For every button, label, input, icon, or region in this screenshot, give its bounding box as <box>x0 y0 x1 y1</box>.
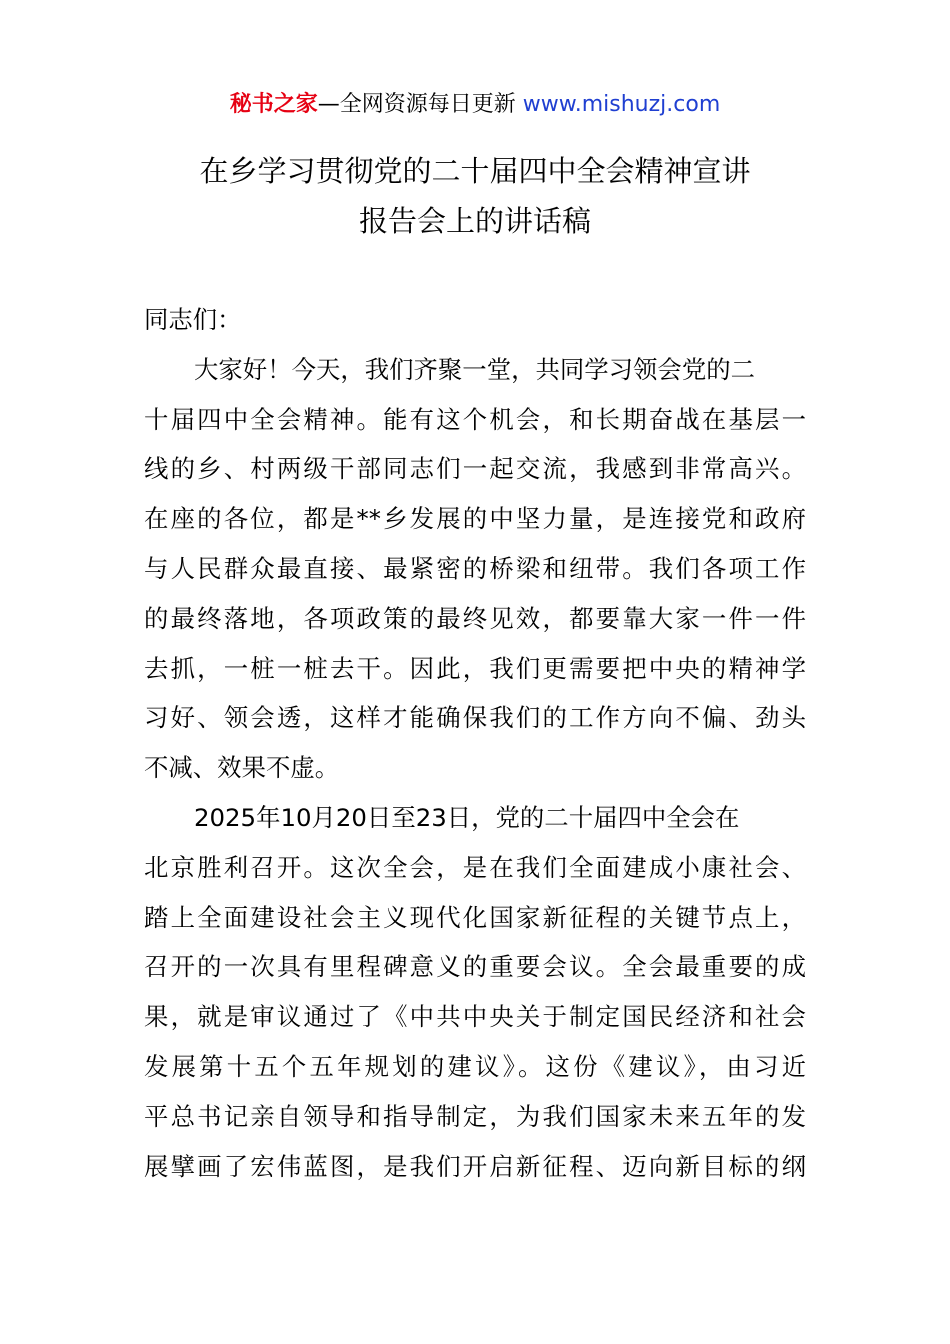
paragraph-line: 2025年10月20日至23日，党的二十届四中全会在 <box>194 802 740 832</box>
document-body <box>144 295 806 1191</box>
paragraph-line: 展擘画了宏伟蓝图，是我们开启新征程、迈向新目标的纲 <box>144 1151 806 1181</box>
paragraph-line: 北京胜利召开。这次全会，是在我们全面建成小康社会、 <box>144 852 806 882</box>
greeting: 同志们： <box>144 305 242 334</box>
title-line-2: 报告会上的讲话稿 <box>358 204 591 238</box>
paragraph-line: 召开的一次具有里程碑意义的重要会议。全会最重要的成 <box>144 952 806 982</box>
paragraph-line: 果，就是审议通过了《中共中央关于制定国民经济和社会 <box>144 1002 806 1032</box>
paragraph-line: 平总书记亲自领导和指导制定，为我们国家未来五年的发 <box>144 1101 806 1131</box>
site-header <box>0 88 950 122</box>
paragraph-line: 线的乡、村两级干部同志们一起交流，我感到非常高兴。 <box>144 454 806 484</box>
paragraph-2 <box>144 793 806 1191</box>
brand-name: 秘书之家 <box>229 92 318 117</box>
paragraph-line: 大家好！今天，我们齐聚一堂，共同学习领会党的二 <box>194 354 755 384</box>
paragraph-line: 十届四中全会精神。能有这个机会，和长期奋战在基层一 <box>144 404 806 434</box>
site-url-link[interactable]: www.mishuzj.com <box>522 92 721 117</box>
paragraph-line: 踏上全面建设社会主义现代化国家新征程的关键节点上， <box>144 902 806 932</box>
paragraph-line: 习好、领会透，这样才能确保我们的工作方向不偏、劲头 <box>144 703 806 733</box>
paragraph-line: 不减、效果不虚。 <box>144 753 340 783</box>
paragraph-line: 的最终落地，各项政策的最终见效，都要靠大家一件一件 <box>144 603 806 633</box>
paragraph-line: 去抓，一桩一桩去干。因此，我们更需要把中央的精神学 <box>144 653 806 683</box>
document-title <box>0 146 950 246</box>
paragraph-line: 在座的各位，都是**乡发展的中坚力量，是连接党和政府 <box>144 504 806 534</box>
paragraph-line: 发展第十五个五年规划的建议》。这份《建议》，由习近 <box>144 1051 806 1081</box>
paragraph-1 <box>144 345 806 793</box>
paragraph-line: 与人民群众最直接、最紧密的桥梁和纽带。我们各项工作 <box>144 553 806 583</box>
header-tagline: —全网资源每日更新 <box>317 92 516 117</box>
title-line-1: 在乡学习贯彻党的二十届四中全会精神宣讲 <box>199 154 751 188</box>
